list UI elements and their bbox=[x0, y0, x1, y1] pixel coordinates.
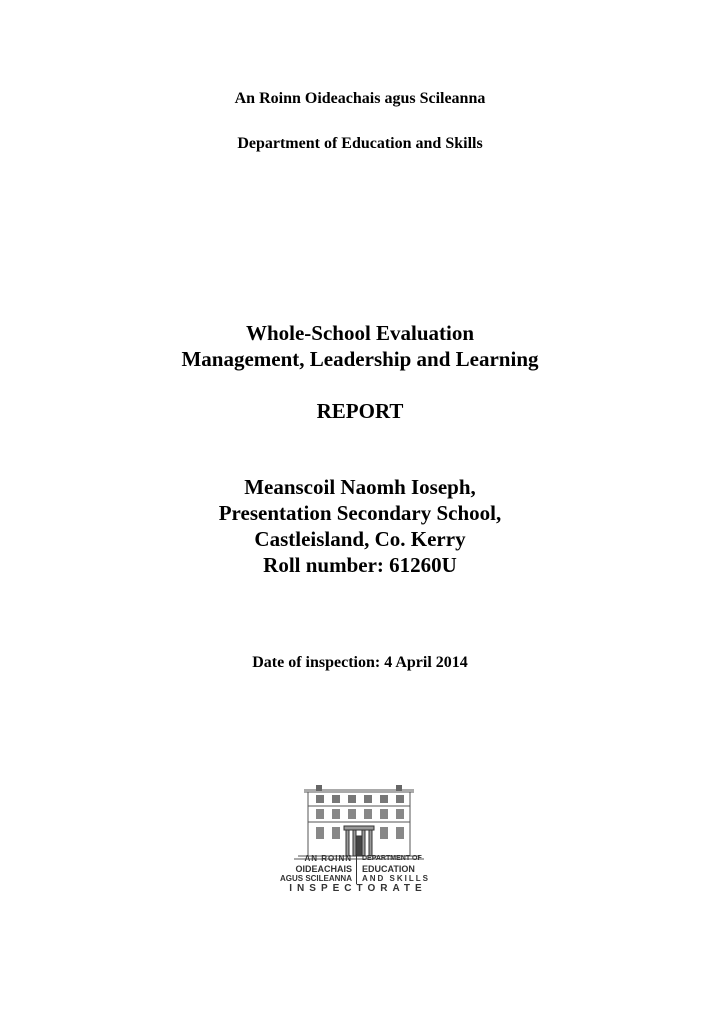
building-illustration bbox=[258, 784, 458, 862]
report-title-line2: Management, Leadership and Learning bbox=[181, 347, 539, 371]
logo-text-irish-3: AGUS SCILEANNA bbox=[279, 874, 352, 883]
school-location: Castleisland, Co. Kerry bbox=[254, 527, 466, 551]
school-name-line1: Meanscoil Naomh Ioseph, bbox=[244, 475, 476, 499]
logo-divider bbox=[356, 854, 357, 884]
logo-text-english-1: DEPARTMENT OF bbox=[362, 855, 422, 862]
roll-number: Roll number: 61260U bbox=[263, 553, 457, 577]
logo-text-irish-2: OIDEACHAIS bbox=[295, 864, 352, 874]
report-title-line1: Whole-School Evaluation bbox=[245, 321, 475, 345]
inspection-date: Date of inspection: 4 April 2014 bbox=[252, 654, 468, 671]
irish-department-title: An Roinn Oideachais agus Scileanna bbox=[234, 90, 486, 107]
logo-text-english-3: AND SKILLS bbox=[362, 874, 430, 883]
logo-text-irish-1: AN ROINN bbox=[304, 854, 352, 863]
report-type: REPORT bbox=[316, 399, 404, 423]
inspectorate-logo bbox=[258, 784, 458, 894]
school-name-line2: Presentation Secondary School, bbox=[218, 501, 502, 525]
department-title: Department of Education and Skills bbox=[237, 135, 483, 152]
logo-text-english-2: EDUCATION bbox=[362, 864, 415, 874]
logo-text-inspectorate: INSPECTORATE bbox=[289, 883, 427, 894]
